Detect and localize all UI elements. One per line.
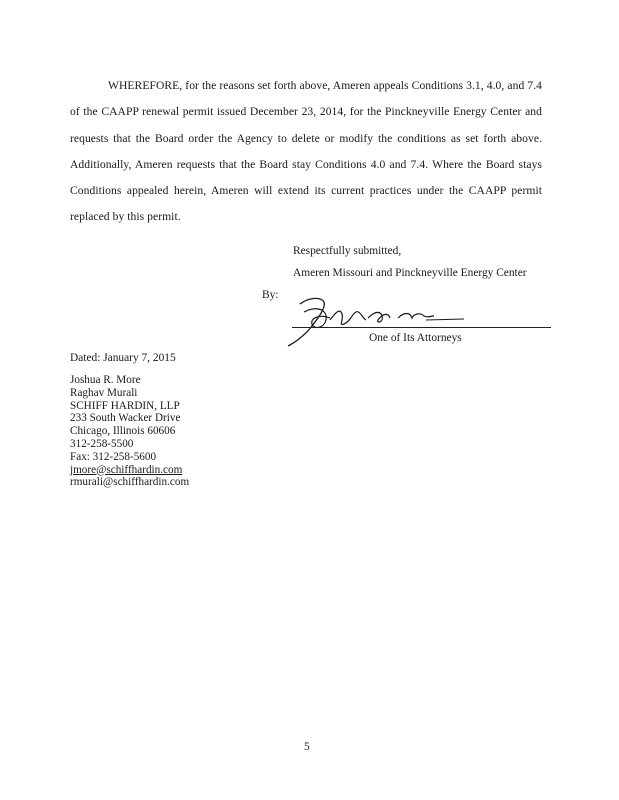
signature-stroke-tail [426,319,464,320]
street-address: 233 South Wacker Drive [70,412,181,425]
attorney-name-2: Raghav Murali [70,386,138,399]
submitting-party: Ameren Missouri and Pinckneyville Energy Center [293,267,527,279]
dated-line: Dated: January 7, 2015 [70,352,176,364]
law-firm: SCHIFF HARDIN, LLP [70,399,180,412]
page-number: 5 [304,741,310,753]
fax-number: Fax: 312-258-5600 [70,450,157,463]
by-label: By: [262,289,279,301]
email-link-1[interactable]: jmore@schiffhardin.com [70,463,183,476]
signature-stroke-j [288,298,324,346]
city-state-zip: Chicago, Illinois 60606 [70,425,176,438]
address-block [70,374,189,489]
signature-line [292,327,551,328]
signature-stroke-ha [330,311,366,324]
respectfully-submitted: Respectfully submitted, [293,245,402,257]
signer-title: One of Its Attorneys [369,332,462,344]
signature-stroke-m [398,314,434,319]
attorney-name-1: Joshua R. More [70,374,141,386]
signature-stroke-r [368,312,390,322]
email-2: rmurali@schiffhardin.com [70,476,190,489]
phone-number: 312-258-5500 [70,437,134,450]
signature-stroke-loop [304,309,330,328]
wherefore-paragraph: WHEREFORE, for the reasons set forth above, Ameren appeals Conditions 3.1, 4.0, and 7.4 of the CAAPP renewal permit issued December 23, 2014, for the Pinckneyville Energy Center and requests that the Board order the Agency to delete or modify the conditions as set forth above. Additionally, Ameren requests that the Board stay Conditions 4.0 and 7.4. Where the Board stays Conditions appealed herein, Ameren will extend its current practices under the CAAPP permit replaced by this permit. [70,79,542,224]
